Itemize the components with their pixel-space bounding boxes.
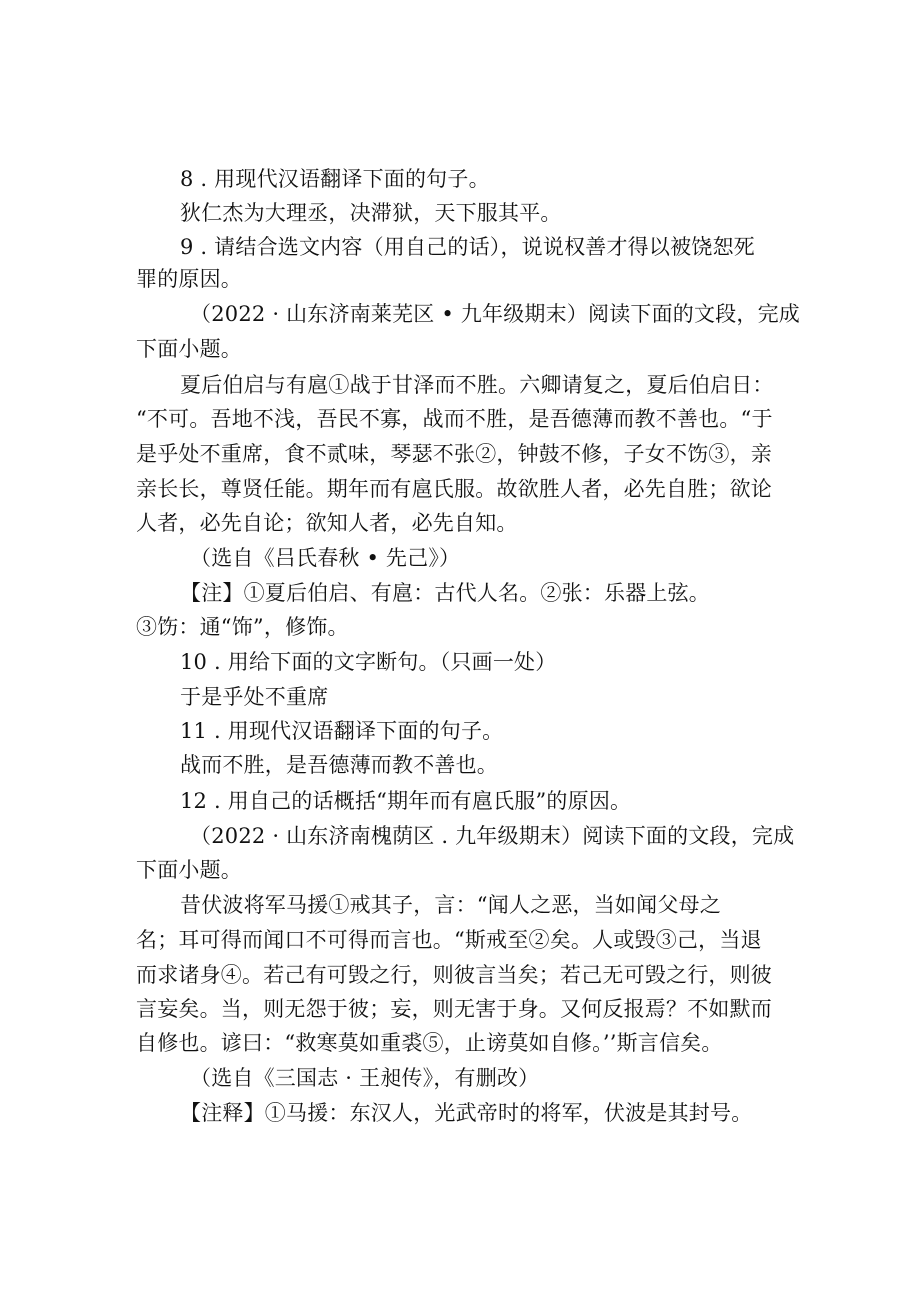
passage-3-line-5: 自修也。谚曰：“救寒莫如重裘⑤，止谤莫如自修。’’斯言信矣。	[136, 1031, 723, 1055]
question-10: 10 . 用给下面的文字断句。（只画一处）	[180, 650, 557, 674]
question-9-line-2: 罪的原因。	[136, 267, 242, 291]
question-8: 8 . 用现代汉语翻译下面的句子。	[180, 167, 490, 191]
passage-3-line-1: 昔伏波将军马援①戒其子，言：“闻人之恶，当如闻父母之	[180, 893, 721, 917]
passage-2-source: （选自《吕氏春秋 • 先己》）	[190, 546, 461, 570]
passage-3-line-3: 而求诸身④。若己有可毁之行，则彼言当矣；若己无可毁之行，则彼	[136, 963, 772, 987]
question-11: 11 . 用现代汉语翻译下面的句子。	[180, 719, 504, 743]
question-12: 12 . 用自己的话概括“期年而有扈氏服”的原因。	[180, 789, 632, 813]
passage-3-note: 【注释】①马援：东汉人，光武帝时的将军，伏波是其封号。	[180, 1101, 753, 1125]
source-heading-3-line-2: 下面小题。	[136, 858, 242, 882]
passage-3-source: （选自《三国志 · 王昶传》，有删改）	[190, 1066, 540, 1090]
question-9-line-1: 9 . 请结合选文内容（用自己的话），说说权善才得以被饶恕死	[180, 235, 755, 259]
passage-2-line-2: “不可。吾地不浅，吾民不寡，战而不胜，是吾德薄而教不善也。“于	[136, 407, 773, 431]
source-heading-2-line-2: 下面小题。	[136, 337, 242, 361]
passage-2-line-3: 是乎处不重席，食不贰味，琴瑟不张②，钟鼓不修，子女不饬③，亲	[136, 442, 772, 466]
question-8-sentence: 狄仁杰为大理丞，决滞狱，天下服其平。	[180, 201, 562, 225]
question-10-text: 于是乎处不重席	[180, 685, 329, 709]
source-heading-2-line-1: （2022 · 山东济南莱芜区 • 九年级期末）阅读下面的文段，完成	[190, 302, 801, 326]
passage-2-line-1: 夏后伯启与有扈①战于甘泽而不胜。六卿请复之，夏后伯启日：	[180, 373, 774, 397]
passage-3-line-4: 言妄矣。当，则无怨于彼；妄，则无害于身。又何反报焉？不如默而	[136, 997, 772, 1021]
passage-2-line-5: 人者，必先自论；欲知人者，必先自知。	[136, 511, 518, 535]
source-heading-3-line-1: （2022 · 山东济南槐荫区 . 九年级期末）阅读下面的文段，完成	[190, 824, 795, 848]
passage-2-note-line-2: ③饬：通“饰”，修饰。	[136, 615, 349, 639]
passage-2-note-line-1: 【注】①夏后伯启、有扈：古代人名。②张：乐器上弦。	[180, 581, 710, 605]
passage-3-line-2: 名；耳可得而闻口不可得而言也。“斯戒至②矣。人或毁③己，当退	[136, 928, 762, 952]
passage-2-line-4: 亲长长，尊贤任能。期年而有扈氏服。故欲胜人者，必先自胜；欲论	[136, 477, 772, 501]
question-11-sentence: 战而不胜，是吾德薄而教不善也。	[180, 753, 498, 777]
